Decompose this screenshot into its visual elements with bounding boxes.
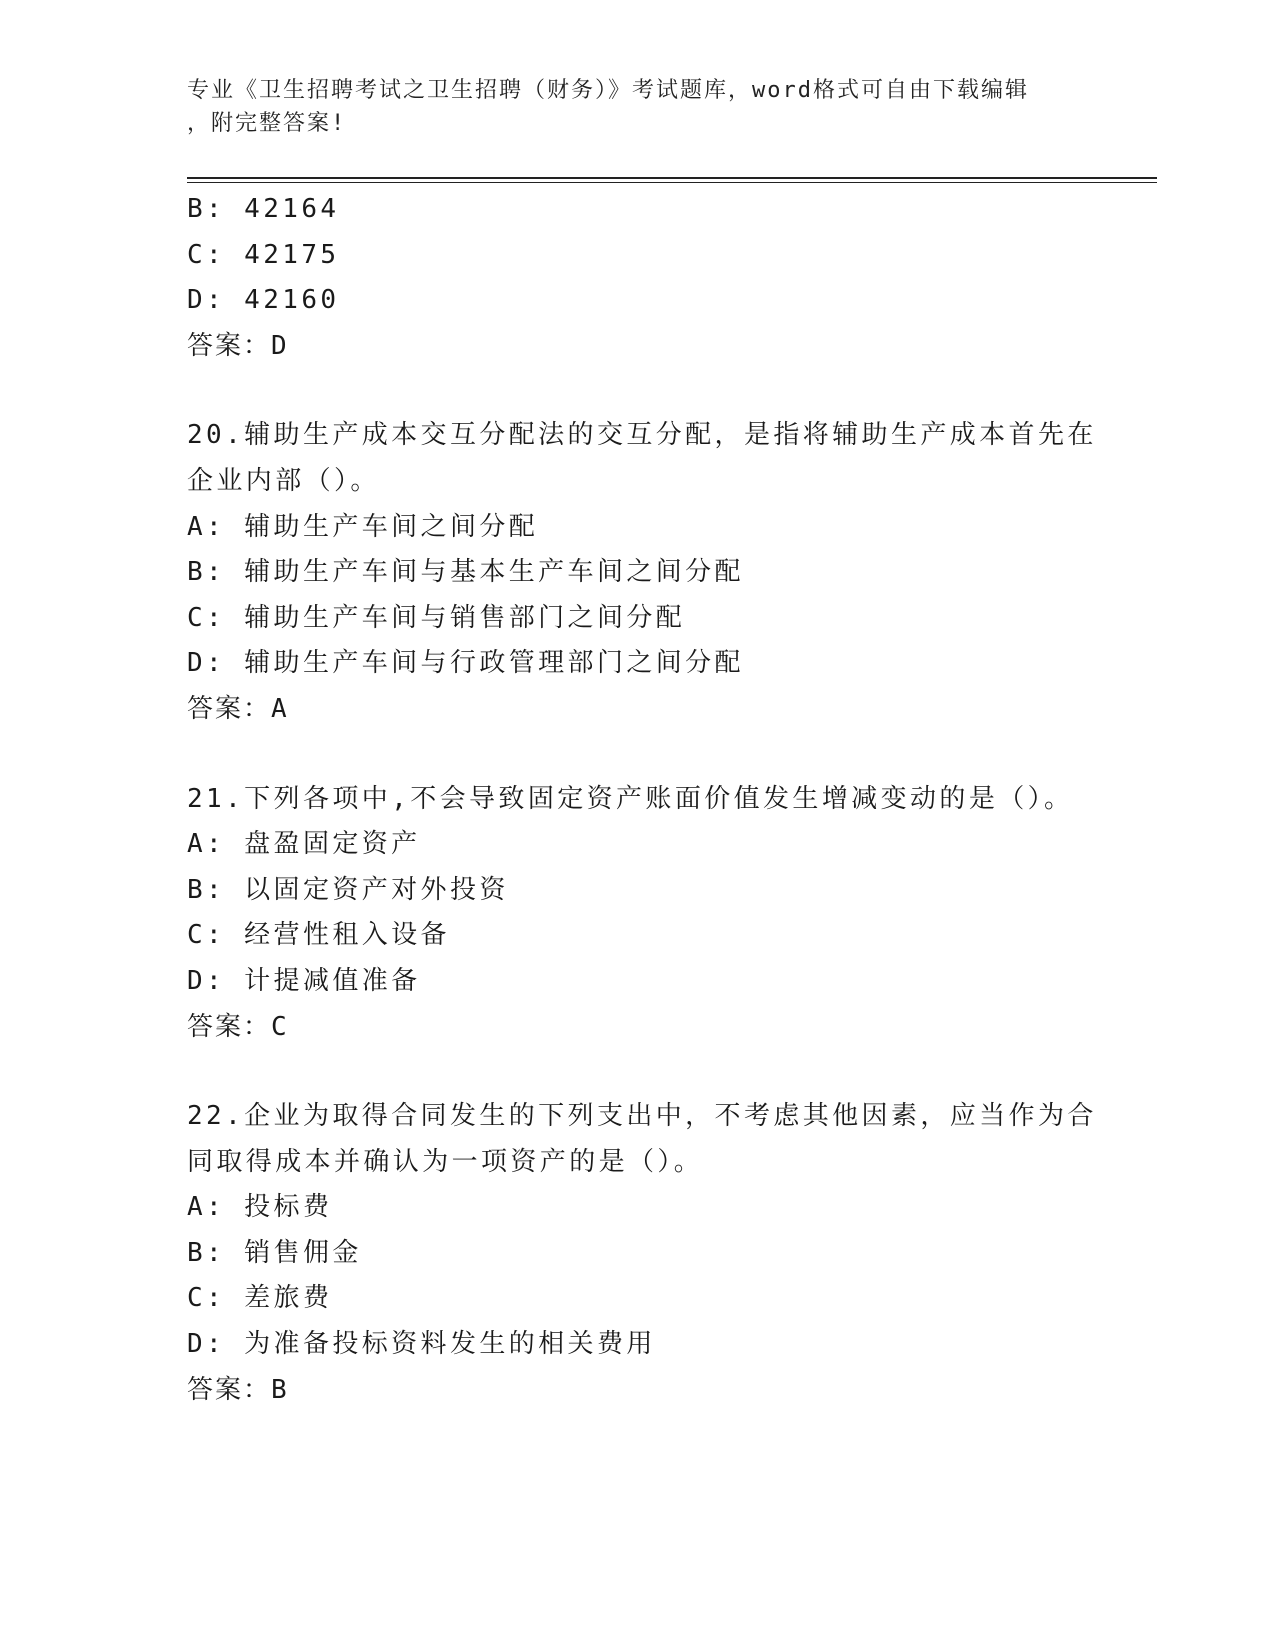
option-c: C: 经营性租入设备 (187, 920, 450, 951)
option-b: B: 42164 (187, 194, 340, 224)
answer-label: 答案： (187, 1374, 272, 1405)
answer-line (187, 1368, 1087, 1414)
answer-line (187, 1005, 1087, 1051)
option-c: C: 差旅费 (187, 1283, 333, 1314)
answer-value: C (271, 1011, 289, 1042)
option-a: A: 辅助生产车间之间分配 (187, 511, 539, 542)
option-d: D: 为准备投标资料发生的相关费用 (187, 1329, 656, 1360)
option-a: A: 盘盈固定资产 (187, 829, 421, 860)
answer-value: B (271, 1374, 289, 1405)
header-divider-thick (187, 177, 1157, 179)
option-c: C: 42175 (187, 239, 340, 270)
header-divider-thin (187, 182, 1157, 183)
answer-label: 答案： (187, 330, 272, 361)
question-stem-continued: 同取得成本并确认为一项资产的是（）。 (187, 1146, 704, 1177)
option-a: A: 投标费 (187, 1192, 333, 1223)
question-list (187, 187, 1097, 1413)
question-stem-continued: 企业内部（）。 (187, 465, 380, 496)
option-c: C: 辅助生产车间与销售部门之间分配 (187, 602, 686, 633)
header-line-2: ，附完整答案! (187, 111, 347, 136)
answer-label: 答案： (187, 1011, 272, 1042)
option-b: B: 辅助生产车间与基本生产车间之间分配 (187, 557, 744, 588)
answer-line (187, 687, 1087, 733)
question-stem: 22.企业为取得合同发生的下列支出中，不考虑其他因素，应当作为合 (187, 1101, 1097, 1132)
answer-value: D (271, 330, 289, 361)
answer-line (187, 324, 1087, 370)
option-d: D: 辅助生产车间与行政管理部门之间分配 (187, 648, 744, 679)
option-d: D: 42160 (187, 285, 340, 316)
question-block-19 (187, 187, 1087, 369)
option-b: B: 销售佣金 (187, 1237, 362, 1268)
answer-value: A (271, 693, 289, 724)
answer-label: 答案： (187, 693, 272, 724)
question-block-22 (187, 1094, 1097, 1413)
header-line-1: 专业《卫生招聘考试之卫生招聘（财务）》考试题库，word格式可自由下载编辑 (187, 78, 1029, 103)
option-b: B: 以固定资产对外投资 (187, 874, 509, 905)
question-stem: 20.辅助生产成本交互分配法的交互分配，是指将辅助生产成本首先在 (187, 420, 1097, 451)
question-stem: 21.下列各项中,不会导致固定资产账面价值发生增减变动的是（）。 (187, 783, 1074, 814)
question-block-21 (187, 777, 1087, 1051)
document-header (187, 74, 1087, 140)
question-block-20 (187, 413, 1097, 732)
option-d: D: 计提减值准备 (187, 965, 421, 996)
